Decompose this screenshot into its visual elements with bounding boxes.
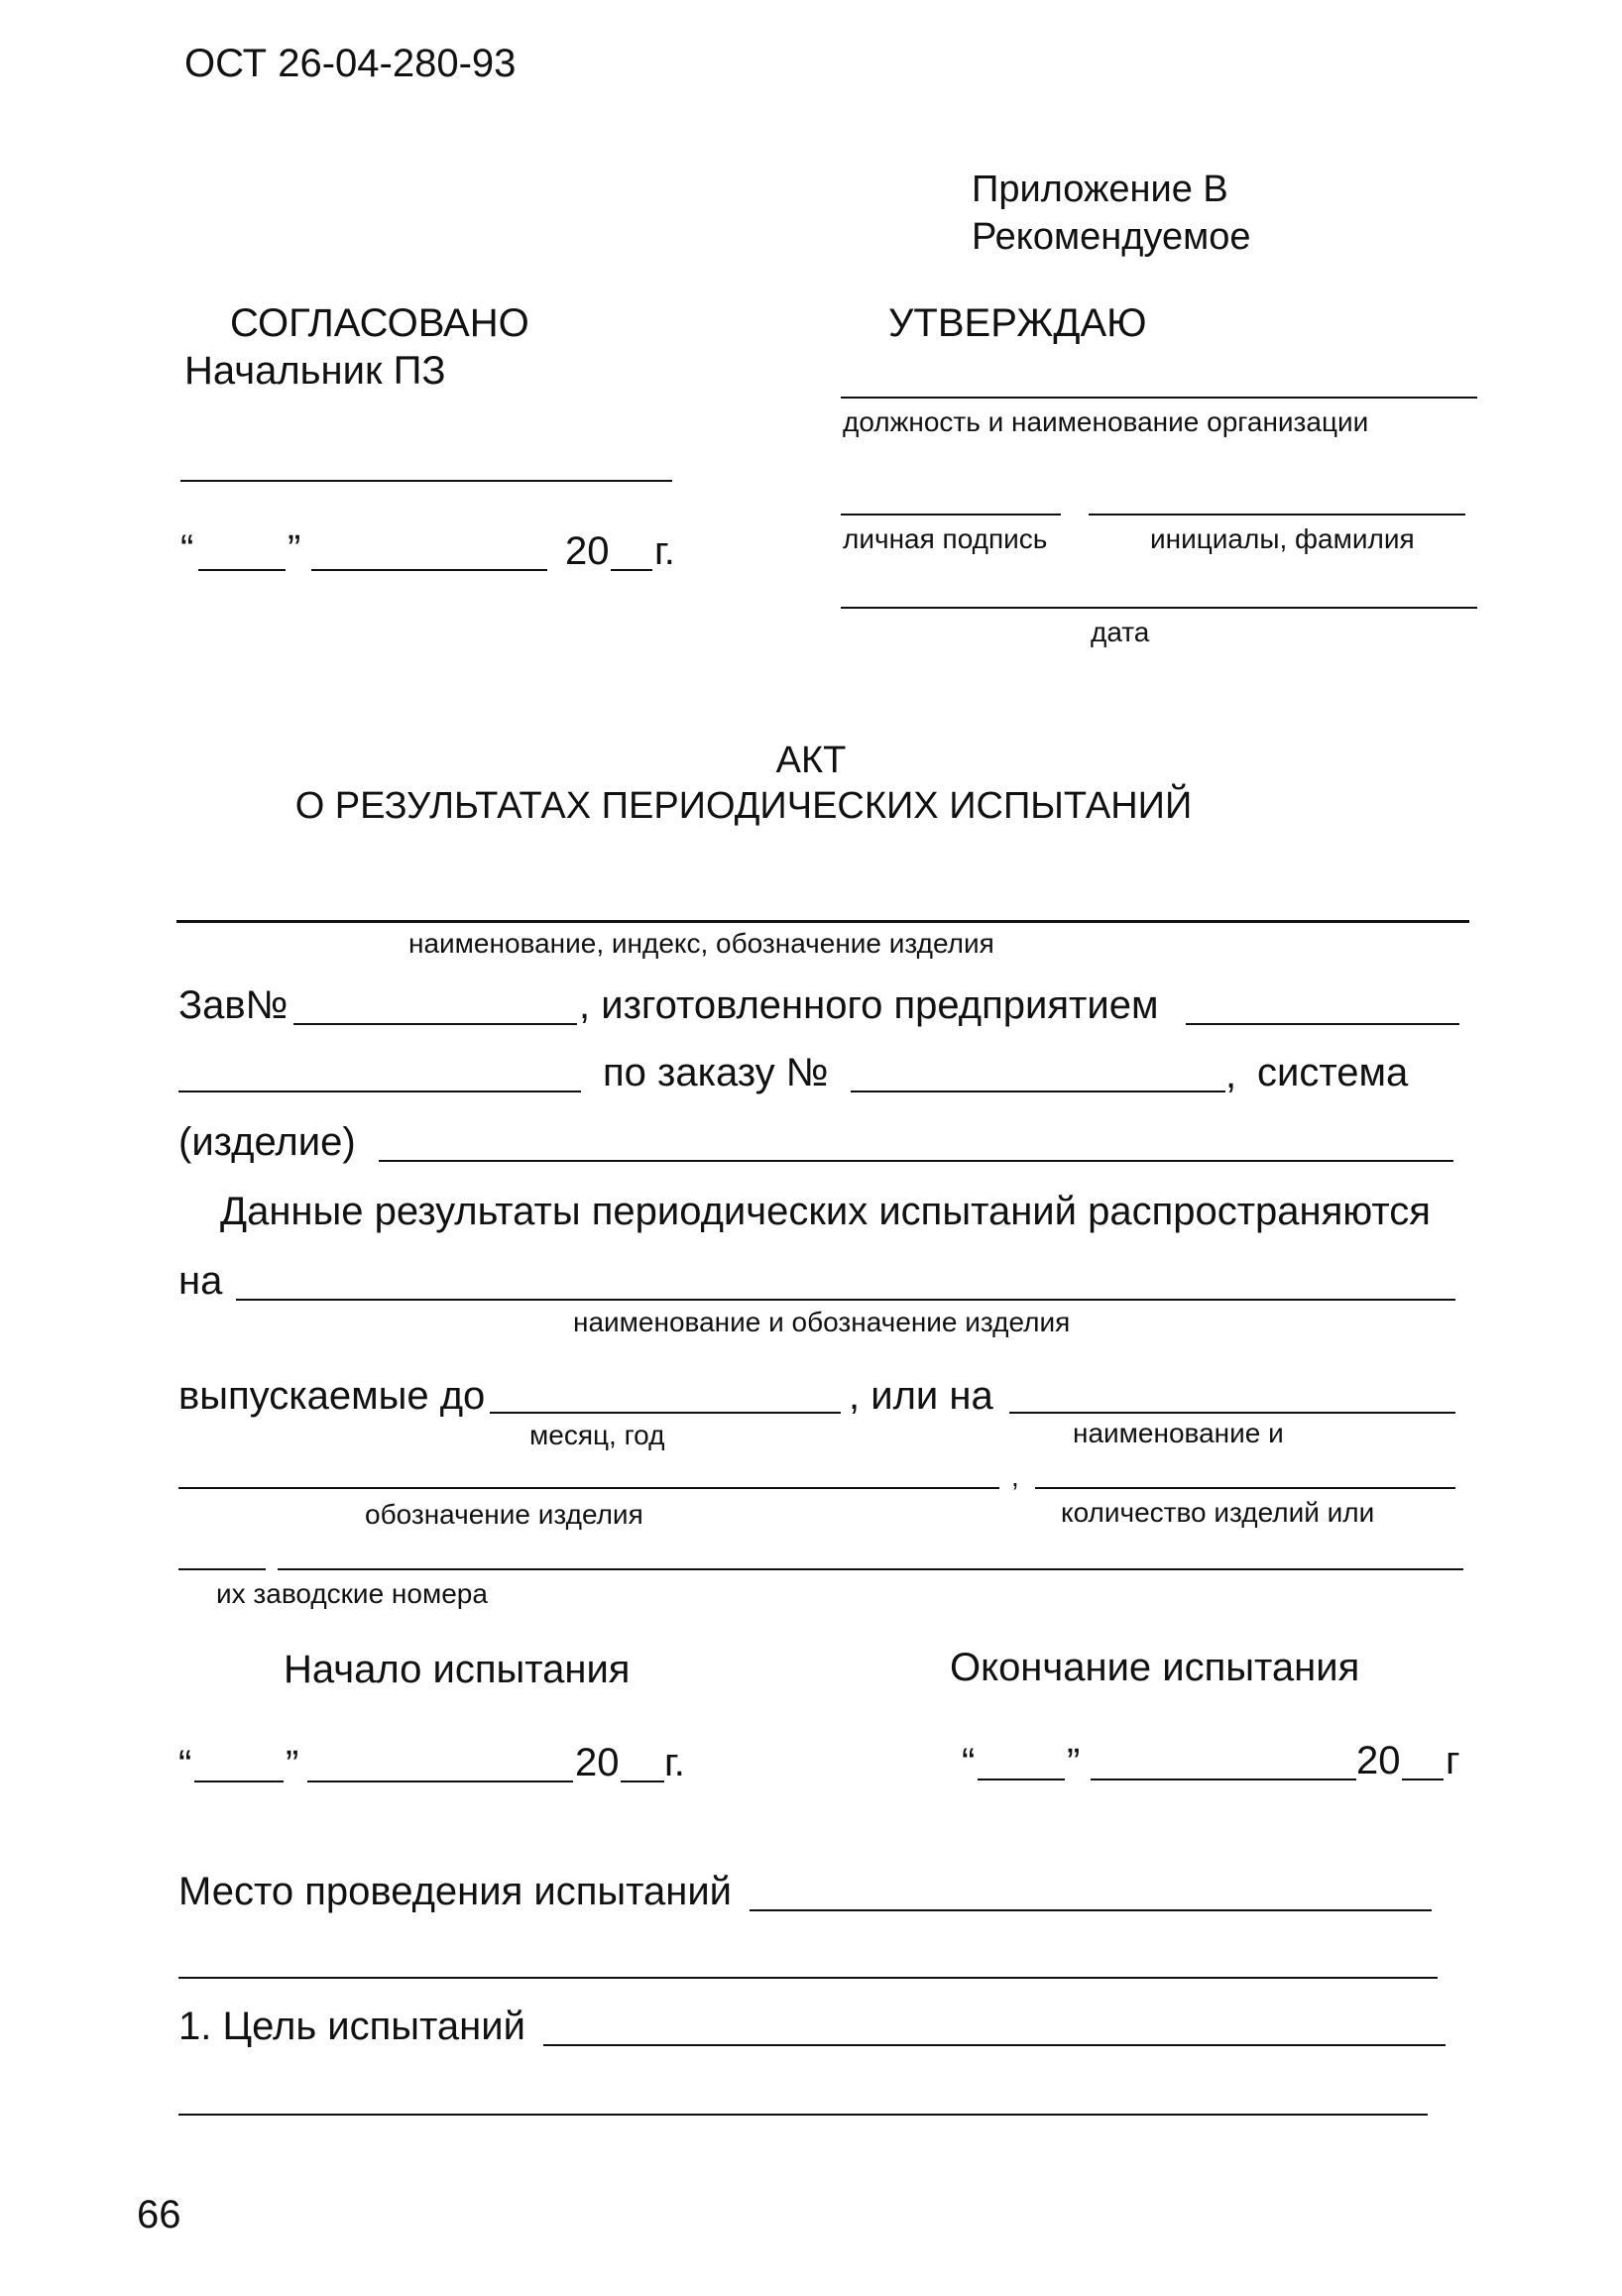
agreed-close-quote: ” [288, 527, 301, 571]
approve-heading: УТВЕРЖДАЮ [888, 301, 1147, 345]
agreed-signature-line[interactable] [180, 480, 672, 482]
item-line[interactable] [379, 1160, 1453, 1162]
doc-title: АКТ [775, 740, 847, 781]
serial-line[interactable] [293, 1023, 577, 1025]
start-open-quote: “ [178, 1743, 192, 1786]
location-line[interactable] [750, 1909, 1432, 1911]
manufactured-label: , изготовленного предприятием [579, 983, 1159, 1027]
agreed-year-line[interactable] [611, 569, 652, 571]
location-label: Место проведения испытаний [178, 1870, 733, 1913]
end-year-line[interactable] [1402, 1779, 1444, 1780]
purpose-label: 1. Цель испытаний [178, 2005, 525, 2048]
system-label: система [1257, 1051, 1409, 1094]
extends-product-line[interactable] [236, 1299, 1455, 1301]
end-year-prefix: 20 [1356, 1739, 1401, 1782]
agreed-year-prefix: 20 [565, 529, 610, 573]
approve-position-line[interactable] [841, 397, 1477, 399]
end-label: Окончание испытания [950, 1646, 1360, 1689]
start-close-quote: ” [286, 1743, 299, 1786]
on-label: на [178, 1259, 223, 1303]
purpose-line[interactable] [543, 2044, 1446, 2046]
name-designation-caption: наименование и обозначение изделия [573, 1307, 1071, 1337]
designation-line[interactable] [178, 1487, 999, 1489]
row-comma: , [1011, 1461, 1019, 1492]
month-year-caption: месяц, год [529, 1420, 665, 1450]
approve-signature-line[interactable] [841, 514, 1061, 516]
order-number-line[interactable] [851, 1091, 1225, 1092]
approve-signature-caption: личная подпись [843, 523, 1048, 554]
purpose-line-2[interactable] [178, 2114, 1428, 2116]
agreed-year-suffix: г. [654, 529, 675, 573]
approve-date-caption: дата [1091, 617, 1150, 647]
name-and-caption: наименование и [1073, 1418, 1284, 1448]
start-label: Начало испытания [284, 1648, 631, 1691]
end-year-suffix: г [1446, 1739, 1460, 1782]
agreed-position: Начальник ПЗ [184, 349, 446, 393]
item-label: (изделие) [178, 1120, 356, 1164]
serials-line-b[interactable] [278, 1568, 1463, 1570]
serials-caption: их заводские номера [216, 1578, 488, 1609]
or-on-label: , или на [849, 1374, 993, 1418]
or-on-line[interactable] [1009, 1412, 1455, 1414]
agreed-heading: СОГЛАСОВАНО [230, 301, 529, 345]
released-label: выпускаемые до [178, 1374, 486, 1418]
start-year-line[interactable] [621, 1780, 664, 1782]
order-label: по заказу № [603, 1051, 829, 1094]
page-number: 66 [137, 2193, 181, 2237]
start-month-line[interactable] [307, 1780, 573, 1782]
quantity-caption: количество изделий или [1061, 1497, 1375, 1528]
serials-line-a[interactable] [178, 1568, 266, 1570]
released-date-line[interactable] [490, 1412, 841, 1414]
serial-label: Зав№ [178, 983, 289, 1027]
approve-name-caption: инициалы, фамилия [1150, 523, 1415, 554]
extends-text: Данные результаты периодических испытаний распространяются [220, 1190, 1431, 1233]
product-line[interactable] [176, 920, 1469, 923]
start-year-prefix: 20 [575, 1741, 620, 1784]
end-month-line[interactable] [1091, 1779, 1356, 1780]
agreed-day-line[interactable] [198, 569, 286, 571]
end-close-quote: ” [1067, 1741, 1081, 1784]
agreed-open-quote: “ [180, 527, 194, 571]
standard-code: ОСТ 26-04-280-93 [184, 42, 517, 85]
appendix-status: Рекомендуемое [972, 216, 1251, 258]
location-line-2[interactable] [178, 1977, 1438, 1979]
start-year-suffix: г. [664, 1741, 685, 1784]
end-day-line[interactable] [978, 1779, 1065, 1780]
approve-name-line[interactable] [1089, 514, 1465, 516]
order-comma: , [1225, 1053, 1237, 1096]
designation-caption: обозначение изделия [365, 1499, 643, 1530]
approve-date-line[interactable] [841, 607, 1477, 609]
end-open-quote: “ [962, 1741, 976, 1784]
manufacturer-line[interactable] [1186, 1023, 1459, 1025]
agreed-month-line[interactable] [311, 569, 547, 571]
doc-subtitle: О РЕЗУЛЬТАТАХ ПЕРИОДИЧЕСКИХ ИСПЫТАНИЙ [294, 785, 1193, 827]
start-day-line[interactable] [194, 1780, 284, 1782]
product-caption: наименование, индекс, обозначение изделия [408, 928, 994, 959]
quantity-line[interactable] [1035, 1487, 1455, 1489]
manufacturer-line-2[interactable] [178, 1091, 581, 1092]
appendix-title: Приложение В [972, 169, 1228, 210]
approve-position-caption: должность и наименование организации [843, 406, 1369, 437]
